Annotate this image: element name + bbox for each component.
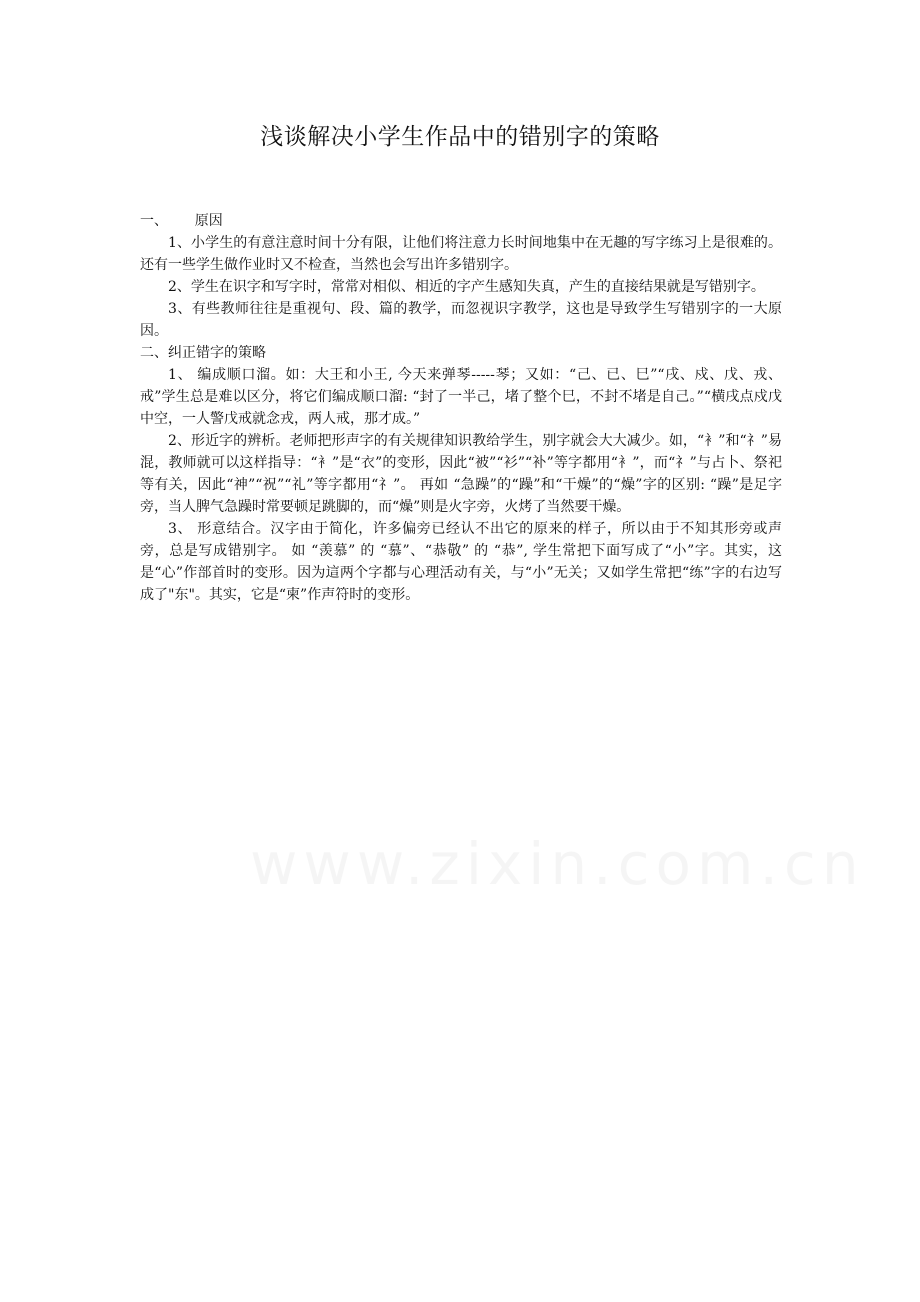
document-body [140, 210, 782, 606]
watermark [250, 830, 865, 898]
reason-paragraph-3: 3、有些教师往往是重视句、段、篇的教学，而忽视识字教学，这也是导致学生写错别字的一大原因。 [140, 301, 782, 339]
strategy-paragraph-1: 1、 编成顺口溜。如：大王和小王, 今天来弹琴-----琴；又如：“己、已、巳”“戌、戍、戊、戎、戒”学生总是难以区分，将它们编成顺口溜: “封了一半己，堵了整个巳，不封不堵是自己。”“横戌点戍戊中空，一人警戊戒就念戎，两人戒，那才成。” [140, 367, 782, 427]
document-title: 浅谈解决小学生作品中的错别字的策略 [260, 124, 660, 150]
reason-paragraph-1: 1、小学生的有意注意时间十分有限，让他们将注意力长时间地集中在无趣的写字练习上是很难的。还有一些学生做作业时又不检查，当然也会写出许多错别字。 [140, 235, 782, 273]
strategy-paragraph-3: 3、 形意结合。汉字由于简化，许多偏旁已经认不出它的原来的样子，所以由于不知其形旁或声旁，总是写成错别字。 如 “羡慕” 的 “慕”、“恭敬” 的 “恭”, 学生常把下面写成了“小”字。其实，这是“心”作部首时的变形。因为這两个字都与心理活动有关，与“小”无关；又如学生常把“练”字的右边写成了"东"。其实，它是“柬”作声符时的变形。 [140, 521, 782, 603]
strategy-paragraph-2: 2、形近字的辨析。老师把形声字的有关规律知识教给学生，别字就会大大减少。如，“衤”和“礻”易混，教师就可以这样指导：“衤”是“衣”的变形，因此“被”“衫”“补”等字都用“衤”，而“礻”与占卜、祭祀等有关，因此“神”“祝”“礼”等字都用“礻”。 再如 “急躁”的“躁”和“干燥”的“燥”字的区别: “躁”是足字旁，当人脾气急躁时常要顿足跳脚的，而“燥”则是火字旁，火烤了当然要干燥。 [140, 433, 782, 515]
reason-paragraph-2: 2、学生在识字和写字时，常常对相似、相近的字产生感知失真，产生的直接结果就是写错别字。 [168, 279, 765, 295]
section-heading-reasons: 一、 原因 [140, 213, 223, 229]
section-heading-strategies: 二、纠正错字的策略 [140, 345, 266, 361]
